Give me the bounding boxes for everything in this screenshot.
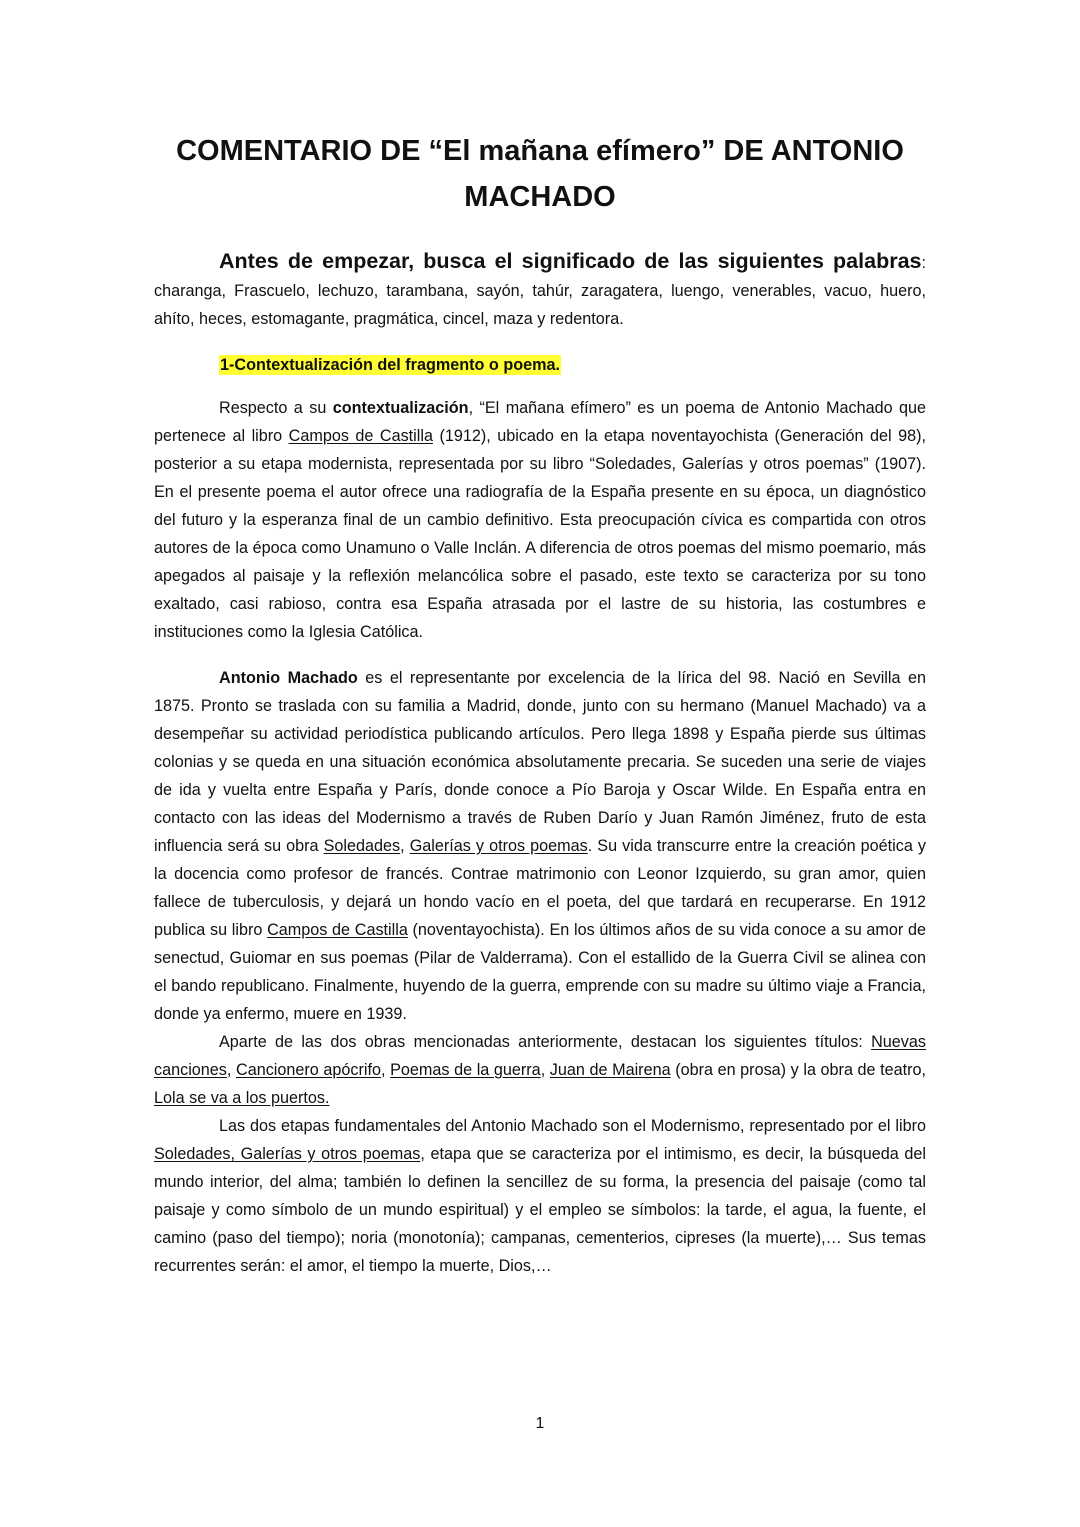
paragraph-stages: Las dos etapas fundamentales del Antonio Machado son el Modernismo, representado por el libro Soledades, Galerías y otros poemas, etapa que se caracteriza por el intimismo, es decir, la búsqueda del mundo interior, del alma; también lo definen la sencillez de su forma, la presencia del paisaje (como tal paisaje y como símbolo de un mundo espiritual) y el empleo se símbolos: la tarde, el agua, la fuente, el camino (paso del tiempo); noria (monotonía); campanas, cementerios, cipreses (la muerte),… Sus temas recurrentes serán: el amor, el tiempo la muerte, Dios,… bbox=[154, 1117, 926, 1275]
book-title-nuevas-canciones: Nuevas canciones bbox=[154, 1033, 926, 1079]
book-title-soledades: Soledades bbox=[323, 837, 401, 855]
book-title-poemas-de-la-guerra: Poemas de la guerra bbox=[390, 1061, 541, 1079]
paragraph-contextualization: Respecto a su contextualización, “El mañana efímero” es un poema de Antonio Machado que pertenece al libro Campos de Castilla (1912), ubicado en la etapa noventayochista (Generación del 98), posterior a su etapa modernista, representada por su libro “Soledades, Galerías y otros poemas” (1907). En el presente poema el autor ofrece una radiografía de la España presente en su época, un diagnóstico del futuro y la esperanza final de un cambio definitivo. Esta preocupación cívica es compartida con otros autores de la época como Unamuno o Valle Inclán. A diferencia de otros poemas del mismo poemario, más apegados al paisaje y la reflexión melancólica sobre el pasado, este texto se caracteriza por su tono exaltado, casi rabioso, contra esa España atrasada por el lastre de su historia, las costumbres e instituciones como la Iglesia Católica. bbox=[154, 399, 927, 641]
page-content bbox=[154, 128, 926, 1280]
book-title-cancionero-apocrifo: Cancionero apócrifo bbox=[236, 1061, 381, 1079]
book-title-juan-de-mairena: Juan de Mairena bbox=[549, 1061, 671, 1079]
section-heading-contextualization: 1-Contextualización del fragmento o poema. bbox=[220, 356, 560, 374]
paragraph-biography: Antonio Machado es el representante por excelencia de la lírica del 98. Nació en Sevilla en 1875. Pronto se traslada con su familia a Madrid, donde, junto con su hermano (Manuel Machado) va a desempeñar su actividad periodística publicando artículos. Pero llega 1898 y España pierde sus últimas colonias y se queda en una situación económica absolutamente precaria. Se suceden una serie de viajes de ida y vuelta entre España y París, donde conoce a Pío Baroja y Oscar Wilde. En España entra en contacto con las ideas del Modernismo a través de Ruben Darío y Juan Ramón Jiménez, fruto de esta influencia será su obra Soledades, Galerías y otros poemas. Su vida transcurre entre la creación poética y la docencia como profesor de francés. Contrae matrimonio con Leonor Izquierdo, su gran amor, quien fallece de tuberculosis, y dejará un hondo vacío en el poeta, del que tardará en recuperarse. En 1912 publica su libro Campos de Castilla (noventayochista). En los últimos años de su vida conoce a su amor de senectud, Guiomar en sus poemas (Pilar de Valderrama). Con el estallido de la Guerra Civil se alinea con el bando republicano. Finalmente, huyendo de la guerra, emprende con su madre su último viaje a Francia, donde ya enfermo, muere en 1939. bbox=[154, 669, 927, 1023]
book-title-campos-de-castilla-2: Campos de Castilla bbox=[267, 921, 408, 939]
book-title-soledades-galerias: Soledades, Galerías y otros poemas bbox=[154, 1145, 421, 1163]
paragraph-works: Aparte de las dos obras mencionadas anteriormente, destacan los siguientes títulos: Nuevas canciones, Cancionero apócrifo, Poemas de la guerra, Juan de Mairena (obra en prosa) y la obra de teatro, Lola se va a los puertos. bbox=[154, 1033, 927, 1107]
vocabulary-intro: Antes de empezar, busca el significado de las siguientes palabras: charanga, Frascuelo, lechuzo, tarambana, sayón, tahúr, zaragatera, luengo, venerables, vacuo, huero, ahíto, heces, estomagante, pragmática, cincel, maza y redentora. bbox=[154, 249, 926, 328]
book-title-campos-de-castilla: Campos de Castilla bbox=[288, 427, 433, 445]
book-title-lola-se-va: Lola se va a los puertos. bbox=[154, 1089, 330, 1107]
vocabulary-heading: Antes de empezar, busca el significado de las siguientes palabras bbox=[219, 249, 922, 273]
vocabulary-words: charanga, Frascuelo, lechuzo, tarambana, sayón, tahúr, zaragatera, luengo, venerables, vacuo, huero, ahíto, heces, estomagante, pragmática, cincel, maza y redentora. bbox=[154, 282, 926, 328]
page-number: 1 bbox=[535, 1415, 545, 1432]
document-title: COMENTARIO DE “El mañana efímero” DE ANTONIO MACHADO bbox=[176, 135, 904, 213]
book-title-galerias: Galerías y otros poemas bbox=[409, 837, 588, 855]
